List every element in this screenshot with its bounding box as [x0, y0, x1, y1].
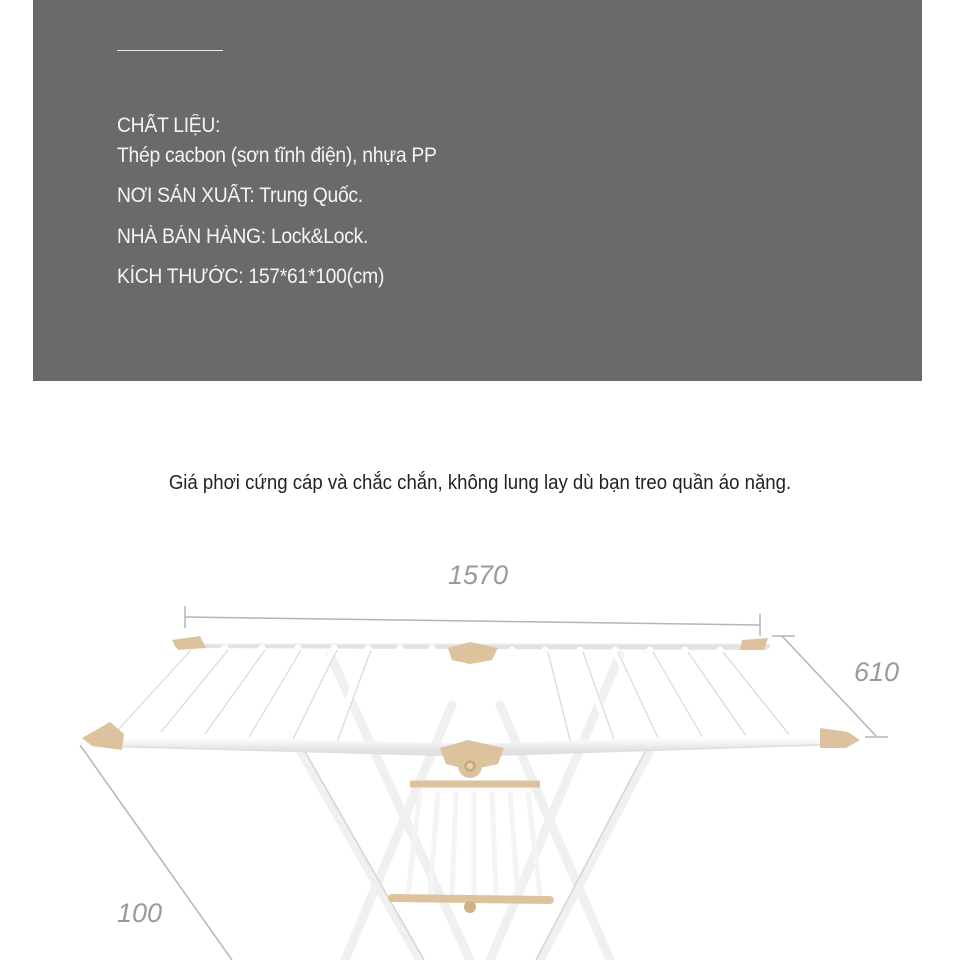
- dimension-width-label: 1570: [448, 560, 509, 590]
- rack-joints: [82, 636, 860, 778]
- lower-shelf: [392, 784, 550, 913]
- product-caption: Giá phơi cứng cáp và chắc chắn, không lung lay dù bạn treo quần áo nặng.: [168, 472, 792, 494]
- dimension-height-label: 100: [117, 898, 163, 928]
- spec-seller: NHÀ BÁN HÀNG: Lock&Lock.: [117, 225, 369, 248]
- spec-material-label: CHẤT LIỆU:: [117, 114, 221, 137]
- spec-size: KÍCH THƯỚC: 157*61*100(cm): [117, 265, 385, 288]
- dimension-depth-label: 610: [854, 657, 900, 687]
- spec-material-value: Thép cacbon (sơn tĩnh điện), nhựa PP: [117, 144, 437, 167]
- spec-origin: NƠI SẢN XUẤT: Trung Quốc.: [117, 184, 363, 207]
